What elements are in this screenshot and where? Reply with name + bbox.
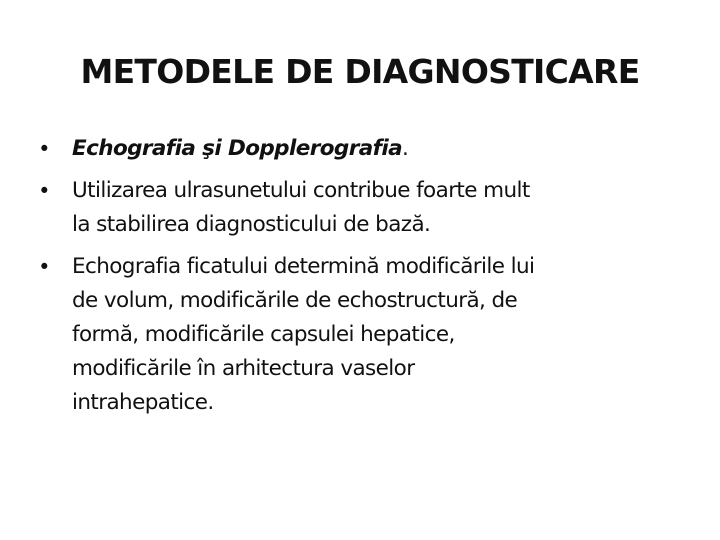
- bullet-text-line: modificările în arhitectura vaselor: [72, 356, 415, 381]
- bullet-text-line: formă, modificările capsulei hepatice,: [72, 322, 455, 347]
- slide-title: METODELE DE DIAGNOSTICARE: [80, 52, 640, 91]
- bullet-item-3: [36, 250, 686, 420]
- bullet-dot-icon: •: [38, 179, 50, 203]
- bullet-list: [36, 132, 686, 428]
- bullet-dot-icon: •: [38, 255, 50, 279]
- bullet-item-1: [36, 132, 686, 166]
- bullet-text: .: [402, 136, 409, 161]
- bullet-text-line: intrahepatice.: [72, 390, 214, 415]
- bullet-emphasis-text: Echografia şi Dopplerografia: [72, 136, 403, 161]
- bullet-dot-icon: •: [38, 137, 50, 161]
- bullet-text-line: de volum, modificările de echostructură, de: [72, 288, 518, 313]
- bullet-text-line: Echografia ficatului determină modificările lui: [72, 254, 535, 279]
- bullet-item-2: [36, 174, 686, 242]
- bullet-text-line: la stabilirea diagnosticului de bază.: [72, 212, 431, 237]
- bullet-text-line: Utilizarea ulrasunetului contribue foarte mult: [72, 178, 530, 203]
